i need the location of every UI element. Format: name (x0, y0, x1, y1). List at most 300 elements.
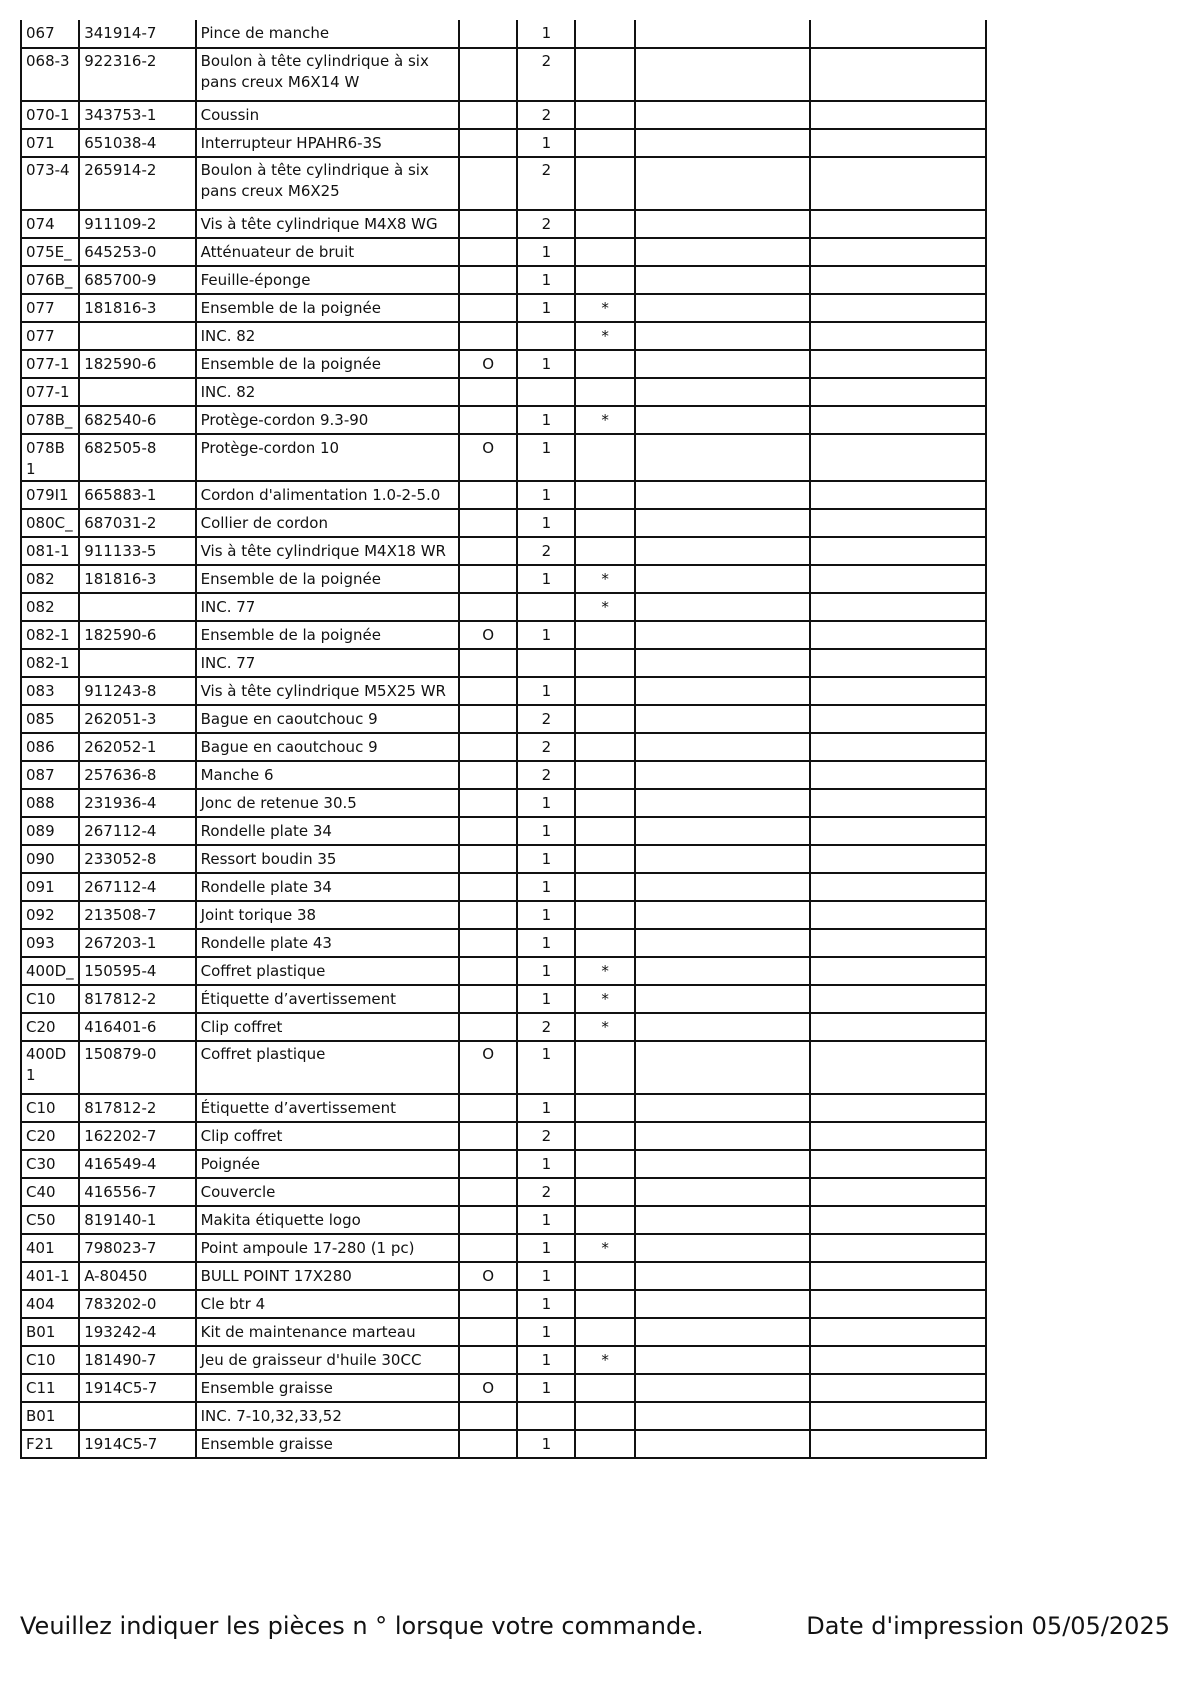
blank-cell (810, 761, 986, 789)
option-cell (459, 677, 517, 705)
option-cell (459, 157, 517, 210)
part-number-cell: 922316-2 (79, 48, 195, 101)
part-number-cell: 819140-1 (79, 1206, 195, 1234)
blank-cell (810, 129, 986, 157)
flag-cell (575, 761, 634, 789)
option-cell (459, 537, 517, 565)
item-number-cell: 085 (21, 705, 79, 733)
part-number-cell: 262051-3 (79, 705, 195, 733)
blank-cell (810, 1346, 986, 1374)
part-number-cell: A-80450 (79, 1262, 195, 1290)
part-number-cell: 685700-9 (79, 266, 195, 294)
item-number-cell: 404 (21, 1290, 79, 1318)
part-number-cell: 162202-7 (79, 1122, 195, 1150)
item-number-cell: 401-1 (21, 1262, 79, 1290)
table-row (21, 1402, 986, 1430)
table-row (21, 210, 986, 238)
quantity-cell: 2 (517, 537, 575, 565)
description-cell: INC. 82 (196, 378, 459, 406)
option-cell (459, 705, 517, 733)
item-number-cell: 082 (21, 593, 79, 621)
quantity-cell: 2 (517, 157, 575, 210)
item-number-cell: 082-1 (21, 649, 79, 677)
blank-cell (635, 1430, 811, 1458)
table-row (21, 817, 986, 845)
option-cell (459, 129, 517, 157)
flag-cell (575, 509, 634, 537)
option-cell: O (459, 1374, 517, 1402)
quantity-cell: 1 (517, 481, 575, 509)
blank-cell (635, 1094, 811, 1122)
description-cell: Protège-cordon 10 (196, 434, 459, 481)
part-number-cell (79, 649, 195, 677)
flag-cell (575, 845, 634, 873)
part-number-cell: 687031-2 (79, 509, 195, 537)
order-instruction-note: Veuillez indiquer les pièces n ° lorsque votre commande. (20, 1612, 704, 1640)
description-cell: Atténuateur de bruit (196, 238, 459, 266)
blank-cell (635, 481, 811, 509)
blank-cell (810, 789, 986, 817)
blank-cell (810, 350, 986, 378)
blank-cell (635, 1122, 811, 1150)
item-number-cell: C10 (21, 1094, 79, 1122)
flag-cell (575, 677, 634, 705)
quantity-cell: 1 (517, 789, 575, 817)
quantity-cell: 1 (517, 1234, 575, 1262)
item-number-cell: 078B1 (21, 434, 79, 481)
quantity-cell: 2 (517, 210, 575, 238)
flag-cell (575, 705, 634, 733)
table-row (21, 48, 986, 101)
item-number-cell: 400D1 (21, 1041, 79, 1094)
table-row (21, 481, 986, 509)
item-number-cell: 082 (21, 565, 79, 593)
blank-cell (635, 985, 811, 1013)
blank-cell (810, 705, 986, 733)
option-cell (459, 20, 517, 48)
blank-cell (635, 406, 811, 434)
blank-cell (635, 378, 811, 406)
quantity-cell: 1 (517, 817, 575, 845)
item-number-cell: 088 (21, 789, 79, 817)
table-row (21, 537, 986, 565)
option-cell (459, 238, 517, 266)
description-cell: Joint torique 38 (196, 901, 459, 929)
quantity-cell: 1 (517, 1094, 575, 1122)
quantity-cell: 2 (517, 101, 575, 129)
description-cell: Poignée (196, 1150, 459, 1178)
flag-cell (575, 101, 634, 129)
description-cell: Couvercle (196, 1178, 459, 1206)
blank-cell (810, 157, 986, 210)
part-number-cell: 341914-7 (79, 20, 195, 48)
part-number-cell: 257636-8 (79, 761, 195, 789)
quantity-cell: 1 (517, 957, 575, 985)
option-cell: O (459, 1041, 517, 1094)
blank-cell (635, 565, 811, 593)
flag-cell (575, 266, 634, 294)
item-number-cell: 075E_ (21, 238, 79, 266)
blank-cell (810, 957, 986, 985)
item-number-cell: 081-1 (21, 537, 79, 565)
table-row (21, 1262, 986, 1290)
part-number-cell: 798023-7 (79, 1234, 195, 1262)
table-row (21, 1150, 986, 1178)
flag-cell: * (575, 294, 634, 322)
item-number-cell: 077-1 (21, 350, 79, 378)
quantity-cell: 1 (517, 873, 575, 901)
flag-cell (575, 1402, 634, 1430)
table-row (21, 1234, 986, 1262)
item-number-cell: 087 (21, 761, 79, 789)
item-number-cell: 076B_ (21, 266, 79, 294)
description-cell: Clip coffret (196, 1122, 459, 1150)
flag-cell (575, 238, 634, 266)
flag-cell: * (575, 1346, 634, 1374)
table-row (21, 873, 986, 901)
description-cell: Vis à tête cylindrique M5X25 WR (196, 677, 459, 705)
option-cell (459, 294, 517, 322)
blank-cell (810, 1402, 986, 1430)
blank-cell (810, 20, 986, 48)
flag-cell (575, 733, 634, 761)
part-number-cell: 150879-0 (79, 1041, 195, 1094)
blank-cell (635, 845, 811, 873)
option-cell (459, 509, 517, 537)
item-number-cell: C30 (21, 1150, 79, 1178)
item-number-cell: 400D_ (21, 957, 79, 985)
flag-cell (575, 20, 634, 48)
table-row (21, 378, 986, 406)
blank-cell (810, 817, 986, 845)
parts-table-body (21, 20, 986, 1458)
option-cell (459, 1013, 517, 1041)
flag-cell (575, 1318, 634, 1346)
description-cell: Feuille-éponge (196, 266, 459, 294)
blank-cell (635, 1150, 811, 1178)
option-cell (459, 789, 517, 817)
part-number-cell: 181816-3 (79, 565, 195, 593)
blank-cell (635, 901, 811, 929)
item-number-cell: 067 (21, 20, 79, 48)
item-number-cell: 090 (21, 845, 79, 873)
blank-cell (635, 48, 811, 101)
option-cell: O (459, 621, 517, 649)
blank-cell (635, 238, 811, 266)
option-cell (459, 1318, 517, 1346)
blank-cell (635, 20, 811, 48)
quantity-cell: 1 (517, 238, 575, 266)
option-cell (459, 1402, 517, 1430)
blank-cell (810, 1122, 986, 1150)
table-row (21, 649, 986, 677)
blank-cell (635, 649, 811, 677)
part-number-cell: 783202-0 (79, 1290, 195, 1318)
quantity-cell: 1 (517, 266, 575, 294)
blank-cell (635, 873, 811, 901)
description-cell: Clip coffret (196, 1013, 459, 1041)
option-cell (459, 901, 517, 929)
option-cell (459, 565, 517, 593)
item-number-cell: C10 (21, 985, 79, 1013)
option-cell (459, 1122, 517, 1150)
option-cell (459, 266, 517, 294)
description-cell: Boulon à tête cylindrique à six pans creux M6X14 W (196, 48, 459, 101)
print-date: Date d'impression 05/05/2025 (806, 1612, 1170, 1640)
part-number-cell: 1914C5-7 (79, 1374, 195, 1402)
item-number-cell: C20 (21, 1013, 79, 1041)
table-row (21, 1178, 986, 1206)
table-row (21, 789, 986, 817)
quantity-cell: 1 (517, 845, 575, 873)
item-number-cell: 078B_ (21, 406, 79, 434)
part-number-cell: 682505-8 (79, 434, 195, 481)
option-cell (459, 101, 517, 129)
quantity-cell: 1 (517, 1430, 575, 1458)
blank-cell (635, 817, 811, 845)
quantity-cell (517, 649, 575, 677)
blank-cell (810, 565, 986, 593)
blank-cell (810, 901, 986, 929)
flag-cell: * (575, 957, 634, 985)
table-row (21, 929, 986, 957)
flag-cell (575, 1094, 634, 1122)
description-cell: INC. 82 (196, 322, 459, 350)
item-number-cell: 082-1 (21, 621, 79, 649)
part-number-cell: 213508-7 (79, 901, 195, 929)
description-cell: Cle btr 4 (196, 1290, 459, 1318)
table-row (21, 434, 986, 481)
description-cell: Étiquette d’avertissement (196, 1094, 459, 1122)
table-row (21, 593, 986, 621)
quantity-cell: 1 (517, 1150, 575, 1178)
table-row (21, 1013, 986, 1041)
part-number-cell: 181490-7 (79, 1346, 195, 1374)
blank-cell (810, 266, 986, 294)
blank-cell (635, 621, 811, 649)
description-cell: Rondelle plate 34 (196, 873, 459, 901)
blank-cell (810, 1041, 986, 1094)
quantity-cell: 2 (517, 1122, 575, 1150)
blank-cell (810, 929, 986, 957)
description-cell: Interrupteur HPAHR6-3S (196, 129, 459, 157)
blank-cell (810, 1262, 986, 1290)
part-number-cell: 233052-8 (79, 845, 195, 873)
flag-cell (575, 481, 634, 509)
option-cell (459, 817, 517, 845)
quantity-cell: 1 (517, 1374, 575, 1402)
description-cell: BULL POINT 17X280 (196, 1262, 459, 1290)
part-number-cell: 911109-2 (79, 210, 195, 238)
part-number-cell: 181816-3 (79, 294, 195, 322)
option-cell (459, 761, 517, 789)
description-cell: Collier de cordon (196, 509, 459, 537)
blank-cell (810, 1013, 986, 1041)
table-row (21, 322, 986, 350)
description-cell: Cordon d'alimentation 1.0-2-5.0 (196, 481, 459, 509)
description-cell: Makita étiquette logo (196, 1206, 459, 1234)
table-row (21, 266, 986, 294)
part-number-cell: 193242-4 (79, 1318, 195, 1346)
blank-cell (810, 48, 986, 101)
description-cell: INC. 77 (196, 649, 459, 677)
table-row (21, 677, 986, 705)
part-number-cell: 267112-4 (79, 817, 195, 845)
flag-cell: * (575, 593, 634, 621)
blank-cell (635, 294, 811, 322)
table-row (21, 20, 986, 48)
blank-cell (635, 509, 811, 537)
flag-cell (575, 350, 634, 378)
table-row (21, 565, 986, 593)
blank-cell (635, 434, 811, 481)
option-cell (459, 985, 517, 1013)
item-number-cell: 071 (21, 129, 79, 157)
flag-cell (575, 1262, 634, 1290)
description-cell: Pince de manche (196, 20, 459, 48)
item-number-cell: B01 (21, 1318, 79, 1346)
flag-cell: * (575, 985, 634, 1013)
table-row (21, 845, 986, 873)
option-cell (459, 406, 517, 434)
quantity-cell: 1 (517, 1346, 575, 1374)
quantity-cell: 1 (517, 901, 575, 929)
option-cell (459, 322, 517, 350)
blank-cell (635, 266, 811, 294)
part-number-cell: 231936-4 (79, 789, 195, 817)
quantity-cell: 1 (517, 20, 575, 48)
description-cell: Ensemble graisse (196, 1374, 459, 1402)
description-cell: Point ampoule 17-280 (1 pc) (196, 1234, 459, 1262)
item-number-cell: 086 (21, 733, 79, 761)
flag-cell: * (575, 565, 634, 593)
description-cell: Ressort boudin 35 (196, 845, 459, 873)
description-cell: Ensemble de la poignée (196, 621, 459, 649)
quantity-cell: 1 (517, 1290, 575, 1318)
blank-cell (635, 1041, 811, 1094)
option-cell (459, 929, 517, 957)
description-cell: Rondelle plate 34 (196, 817, 459, 845)
table-row (21, 406, 986, 434)
blank-cell (810, 509, 986, 537)
description-cell: Ensemble graisse (196, 1430, 459, 1458)
part-number-cell: 817812-2 (79, 1094, 195, 1122)
blank-cell (810, 434, 986, 481)
item-number-cell: 092 (21, 901, 79, 929)
item-number-cell: 089 (21, 817, 79, 845)
flag-cell (575, 1150, 634, 1178)
flag-cell (575, 1206, 634, 1234)
blank-cell (635, 1178, 811, 1206)
item-number-cell: C10 (21, 1346, 79, 1374)
blank-cell (810, 378, 986, 406)
table-row (21, 101, 986, 129)
blank-cell (810, 210, 986, 238)
blank-cell (810, 1318, 986, 1346)
part-number-cell: 343753-1 (79, 101, 195, 129)
table-row (21, 1041, 986, 1094)
flag-cell (575, 1430, 634, 1458)
option-cell: O (459, 350, 517, 378)
blank-cell (810, 733, 986, 761)
option-cell (459, 378, 517, 406)
blank-cell (635, 1346, 811, 1374)
description-cell: Boulon à tête cylindrique à six pans creux M6X25 (196, 157, 459, 210)
table-row (21, 157, 986, 210)
description-cell: Ensemble de la poignée (196, 350, 459, 378)
quantity-cell: 1 (517, 985, 575, 1013)
part-number-cell: 682540-6 (79, 406, 195, 434)
flag-cell (575, 378, 634, 406)
quantity-cell: 1 (517, 1262, 575, 1290)
blank-cell (635, 957, 811, 985)
option-cell (459, 957, 517, 985)
item-number-cell: C40 (21, 1178, 79, 1206)
blank-cell (810, 537, 986, 565)
flag-cell: * (575, 1234, 634, 1262)
table-row (21, 350, 986, 378)
blank-cell (810, 1234, 986, 1262)
flag-cell (575, 873, 634, 901)
part-number-cell: 182590-6 (79, 621, 195, 649)
table-row (21, 1318, 986, 1346)
part-number-cell: 267112-4 (79, 873, 195, 901)
blank-cell (635, 705, 811, 733)
description-cell: Bague en caoutchouc 9 (196, 733, 459, 761)
option-cell (459, 1234, 517, 1262)
option-cell (459, 1290, 517, 1318)
option-cell (459, 845, 517, 873)
quantity-cell: 1 (517, 509, 575, 537)
item-number-cell: B01 (21, 1402, 79, 1430)
blank-cell (810, 1290, 986, 1318)
item-number-cell: 074 (21, 210, 79, 238)
quantity-cell: 1 (517, 565, 575, 593)
quantity-cell: 1 (517, 1318, 575, 1346)
description-cell: Ensemble de la poignée (196, 565, 459, 593)
part-number-cell: 150595-4 (79, 957, 195, 985)
item-number-cell: 077-1 (21, 378, 79, 406)
description-cell: Ensemble de la poignée (196, 294, 459, 322)
quantity-cell: 1 (517, 929, 575, 957)
part-number-cell: 665883-1 (79, 481, 195, 509)
table-row (21, 1122, 986, 1150)
blank-cell (810, 677, 986, 705)
flag-cell (575, 48, 634, 101)
quantity-cell: 2 (517, 733, 575, 761)
quantity-cell: 1 (517, 677, 575, 705)
table-row (21, 733, 986, 761)
item-number-cell: 079I1 (21, 481, 79, 509)
option-cell: O (459, 434, 517, 481)
item-number-cell: 091 (21, 873, 79, 901)
flag-cell (575, 157, 634, 210)
quantity-cell (517, 322, 575, 350)
blank-cell (635, 1290, 811, 1318)
quantity-cell (517, 378, 575, 406)
table-row (21, 705, 986, 733)
item-number-cell: 077 (21, 294, 79, 322)
table-row (21, 957, 986, 985)
flag-cell (575, 1178, 634, 1206)
quantity-cell: 1 (517, 1206, 575, 1234)
table-row (21, 1346, 986, 1374)
blank-cell (635, 789, 811, 817)
table-row (21, 1430, 986, 1458)
flag-cell (575, 129, 634, 157)
item-number-cell: 073-4 (21, 157, 79, 210)
blank-cell (810, 1178, 986, 1206)
